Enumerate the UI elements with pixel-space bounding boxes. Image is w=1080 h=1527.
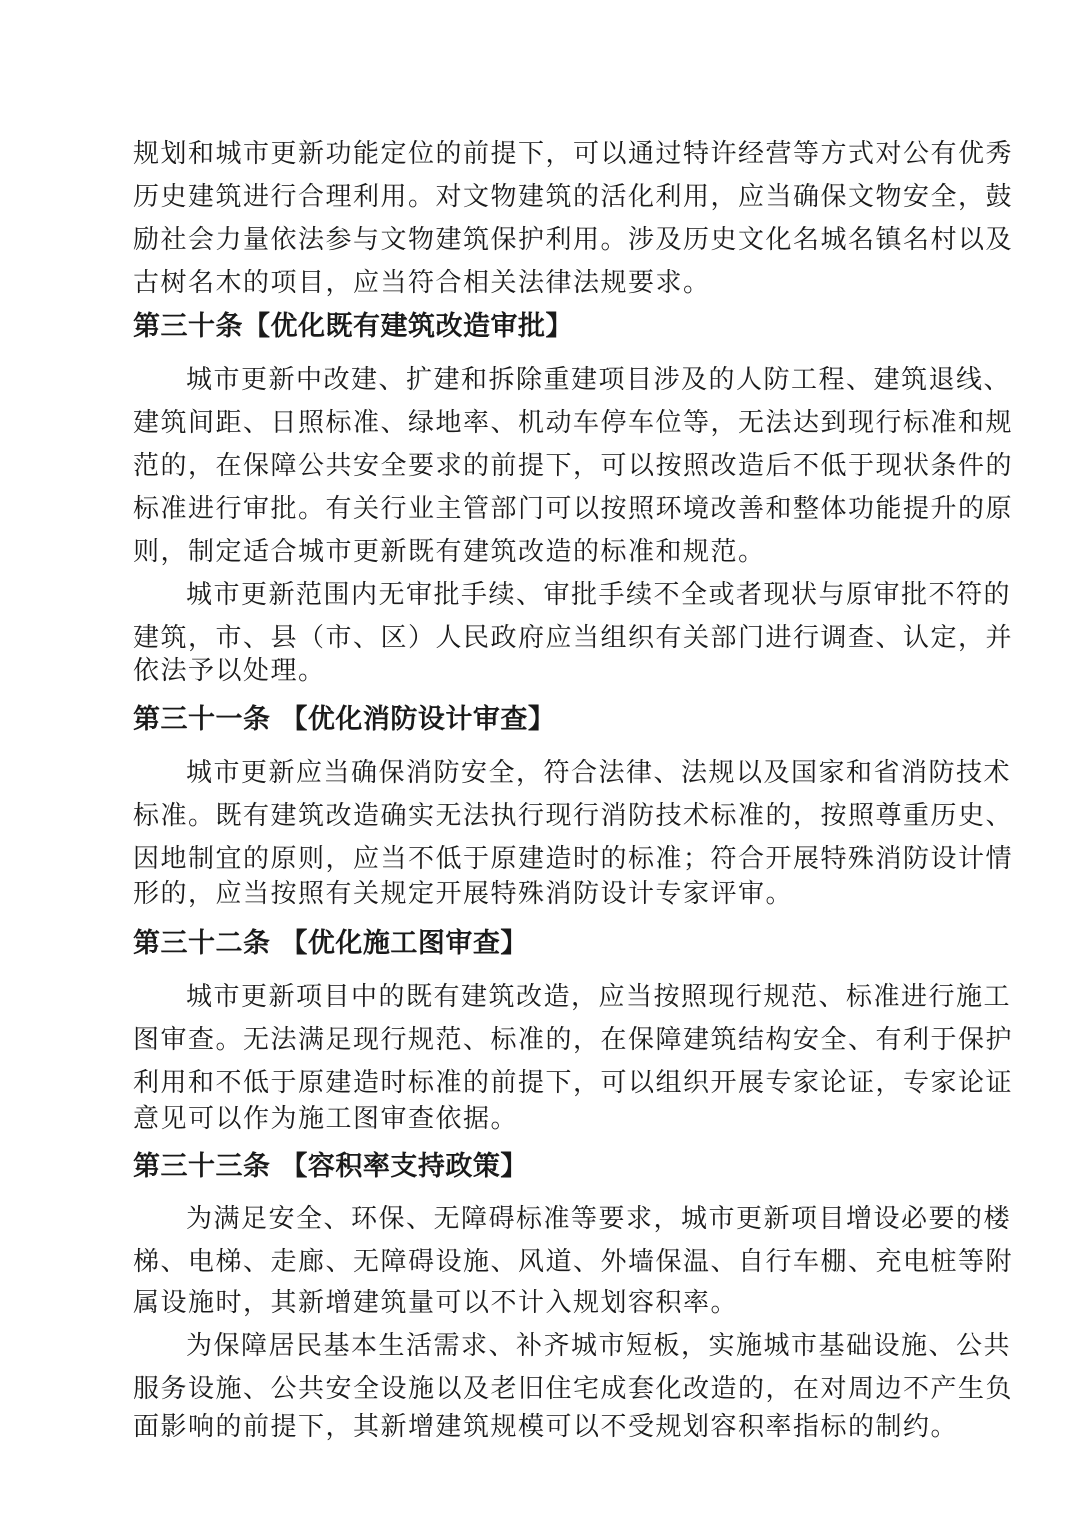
- text-line: 形的，应当按照有关规定开展特殊消防设计专家评审。: [133, 879, 794, 909]
- text-line: 意见可以作为施工图审查依据。: [133, 1104, 519, 1134]
- article-heading: 第三十一条 【优化消防设计审查】: [133, 704, 556, 735]
- text-line: 面影响的前提下，其新增建筑规模可以不受规划容积率指标的制约。: [133, 1412, 959, 1442]
- text-line: 利用和不低于原建造时标准的前提下，可以组织开展专家论证，专家论证: [133, 1068, 1014, 1098]
- text-line: 励社会力量依法参与文物建筑保护利用。涉及历史文化名城名镇名村以及: [133, 225, 1014, 255]
- text-line: 古树名木的项目，应当符合相关法律法规要求。: [133, 268, 711, 298]
- text-line: 规划和城市更新功能定位的前提下，可以通过特许经营等方式对公有优秀: [133, 139, 1014, 169]
- text-line: 为保障居民基本生活需求、补齐城市短板，实施城市基础设施、公共: [186, 1331, 1012, 1361]
- article-heading: 第三十条【优化既有建筑改造审批】: [133, 311, 573, 342]
- text-line: 范的，在保障公共安全要求的前提下，可以按照改造后不低于现状条件的: [133, 451, 1014, 481]
- text-line: 城市更新中改建、扩建和拆除重建项目涉及的人防工程、建筑退线、: [186, 365, 1012, 395]
- text-line: 为满足安全、环保、无障碍标准等要求，城市更新项目增设必要的楼: [186, 1204, 1012, 1234]
- text-line: 服务设施、公共安全设施以及老旧住宅成套化改造的，在对周边不产生负: [133, 1374, 1014, 1404]
- text-line: 标准。既有建筑改造确实无法执行现行消防技术标准的，按照尊重历史、: [133, 801, 1014, 831]
- article-heading: 第三十三条 【容积率支持政策】: [133, 1151, 528, 1182]
- text-line: 因地制宜的原则，应当不低于原建造时的标准；符合开展特殊消防设计情: [133, 844, 1014, 874]
- text-line: 历史建筑进行合理利用。对文物建筑的活化利用，应当确保文物安全，鼓: [133, 182, 1014, 212]
- text-line: 属设施时，其新增建筑量可以不计入规划容积率。: [133, 1288, 739, 1318]
- text-line: 建筑间距、日照标准、绿地率、机动车停车位等，无法达到现行标准和规: [133, 408, 1014, 438]
- text-line: 图审查。无法满足现行规范、标准的，在保障建筑结构安全、有利于保护: [133, 1025, 1014, 1055]
- text-line: 城市更新项目中的既有建筑改造，应当按照现行规范、标准进行施工: [186, 982, 1012, 1012]
- text-line: 标准进行审批。有关行业主管部门可以按照环境改善和整体功能提升的原: [133, 494, 1014, 524]
- text-line: 则，制定适合城市更新既有建筑改造的标准和规范。: [133, 537, 766, 567]
- text-line: 城市更新范围内无审批手续、审批手续不全或者现状与原审批不符的: [186, 580, 1012, 610]
- text-line: 城市更新应当确保消防安全，符合法律、法规以及国家和省消防技术: [186, 758, 1012, 788]
- text-line: 梯、电梯、走廊、无障碍设施、风道、外墙保温、自行车棚、充电桩等附: [133, 1247, 1014, 1277]
- text-line: 建筑，市、县（市、区）人民政府应当组织有关部门进行调查、认定，并: [133, 623, 1014, 653]
- article-heading: 第三十二条 【优化施工图审查】: [133, 928, 528, 959]
- text-line: 依法予以处理。: [133, 656, 326, 686]
